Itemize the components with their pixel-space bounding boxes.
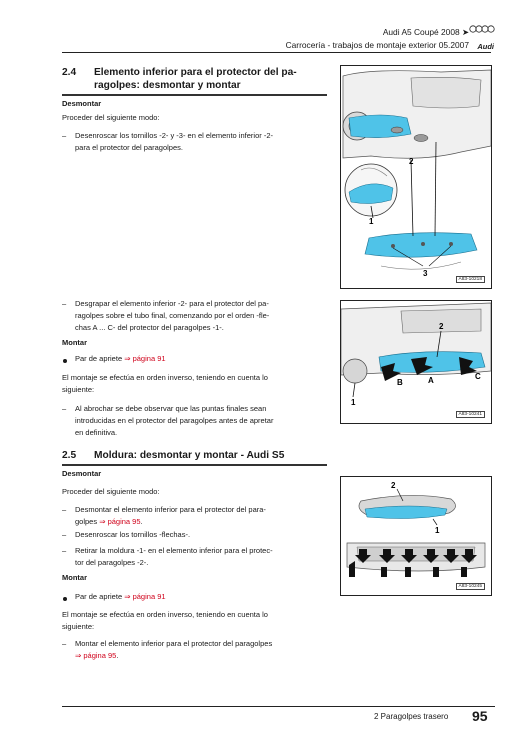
callout-3: 3	[423, 269, 428, 278]
figure-id: A83-10241	[456, 411, 485, 418]
reverse-line1: El montaje se efectúa en orden inverso, teniendo en cuenta lo	[62, 610, 268, 619]
callout-1: 1	[351, 398, 356, 407]
bumper-lower-element-drawing	[341, 66, 491, 288]
callout-B: B	[397, 378, 403, 387]
section-rule	[62, 94, 327, 96]
proceed-text: Proceder del siguiente modo:	[62, 113, 160, 122]
callout-1: 1	[369, 217, 374, 226]
callout-2: 2	[409, 157, 414, 166]
montar-label: Montar	[62, 573, 87, 582]
callout-1: 1	[435, 526, 440, 535]
desmontar-label: Desmontar	[62, 469, 102, 478]
callout-A: A	[428, 376, 434, 385]
figure-1-illustration	[340, 65, 492, 289]
section-title-line1: Elemento inferior para el protector del pa-	[94, 67, 297, 78]
footer-rule	[62, 706, 495, 707]
header-model: Audi A5 Coupé 2008 ➤	[382, 27, 469, 37]
header-manual-title: Carrocería - trabajos de montaje exterior 05.2007	[285, 40, 469, 50]
reverse-line2: siguiente:	[62, 385, 95, 394]
section-2-4-heading	[62, 67, 297, 80]
header-rule	[62, 52, 491, 53]
audi-rings-logo	[469, 25, 495, 33]
link-page-91[interactable]: ⇒ página 91	[124, 354, 166, 363]
section-title-line2: ragolpes: desmontar y montar	[94, 80, 241, 91]
section-rule	[62, 464, 327, 466]
section-number: 2.4	[62, 67, 77, 78]
callout-C: C	[475, 372, 481, 381]
footer-section: 2 Paragolpes trasero	[374, 712, 449, 721]
figure-3-illustration	[340, 476, 492, 596]
trim-moulding-drawing	[341, 477, 491, 595]
proceed-text: Proceder del siguiente modo:	[62, 487, 160, 496]
torque-line: Par de apriete ⇒ página 91	[75, 354, 166, 363]
callout-2: 2	[391, 481, 396, 490]
callout-2: 2	[439, 322, 444, 331]
bullet	[63, 359, 67, 363]
link-page-91[interactable]: ⇒ página 91	[124, 592, 166, 601]
audi-logo-text: Audi	[477, 42, 494, 51]
montar-label: Montar	[62, 338, 87, 347]
page-number: 95	[472, 708, 488, 724]
torque-line: Par de apriete ⇒ página 91	[75, 592, 166, 601]
bumper-unclip-drawing	[341, 301, 491, 423]
link-page-95[interactable]: ⇒ página 95	[99, 517, 141, 526]
figure-id: A83-10218	[456, 276, 485, 283]
section-title: Moldura: desmontar y montar - Audi S5	[94, 450, 285, 461]
reverse-line2: siguiente:	[62, 622, 95, 631]
section-number: 2.5	[62, 450, 77, 461]
section-2-5-heading	[62, 450, 284, 463]
bullet	[63, 597, 67, 601]
figure-id: A83-10245	[456, 583, 485, 590]
figure-2-illustration	[340, 300, 492, 424]
desmontar-label: Desmontar	[62, 99, 102, 108]
reverse-line1: El montaje se efectúa en orden inverso, teniendo en cuenta lo	[62, 373, 268, 382]
link-page-95[interactable]: ⇒ página 95	[75, 651, 117, 660]
